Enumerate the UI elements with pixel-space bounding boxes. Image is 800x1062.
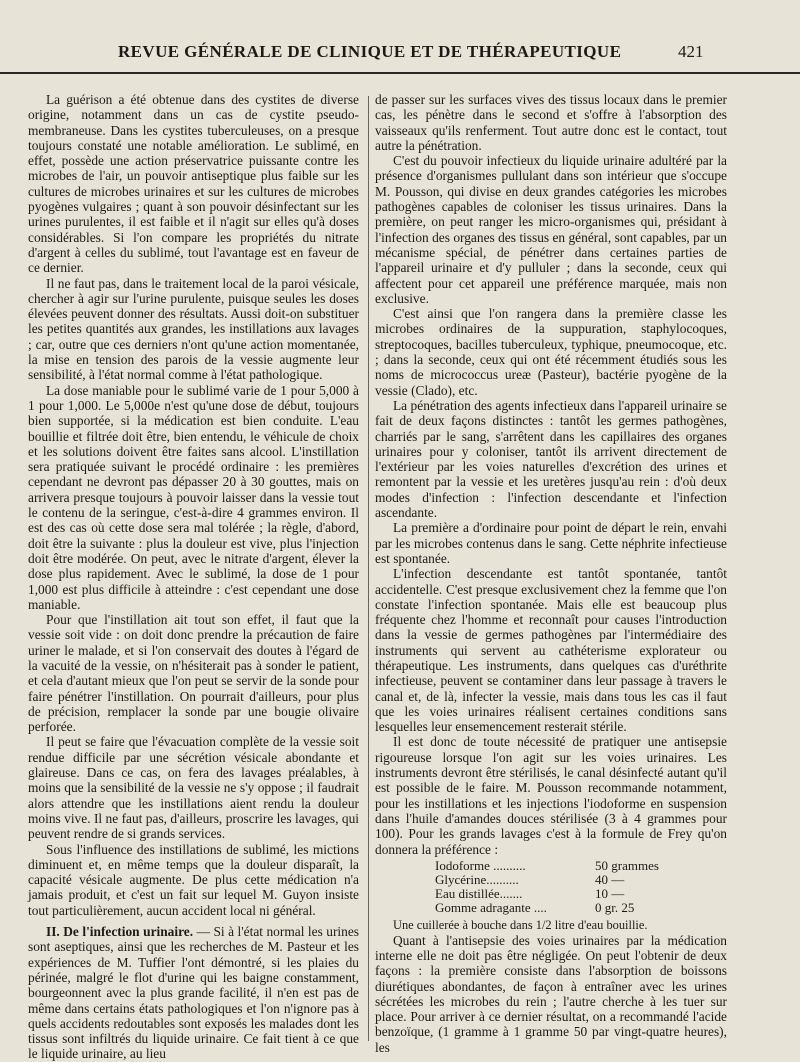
formula-table: [435, 859, 727, 916]
paragraph: de passer sur les surfaces vives des tissus locaux dans le premier cas, les pénètre dans le second et s'offre à l'absorption des vaisseaux qu'ils renferment. Tout autre donc est le contact, tout autre la pénétration.: [375, 92, 727, 153]
right-column: [375, 92, 727, 1055]
ingredient: Eau distillée.......: [435, 886, 523, 902]
paragraph: La dose maniable pour le sublimé varie de 1 pour 5,000 à 1 pour 1,000. Le 5,000e n'est qu'une dose de début, toujours bien supportée, si la médication est bien conduite. L'eau bouillie et filtrée doit être, bien entendu, le véhicule de choix et les solutions doivent être faites sans alcool. L'instillation sera pratiquée suivant le procédé ordinaire : les premières cependant ne devront pas dépasser 20 à 30 gouttes, mais on arrivera presque toujours à pouvoir laisser dans la vessie tout le contenu de la seringue, c'est-à-dire 4 grammes environ. Il est des cas où cette dose sera mal tolérée ; la règle, d'abord, doit être la suivante : plus la douleur est vive, plus l'injection doit être modérée. On peut, avec le nitrate d'argent, élever la dose plus rapidement. Avec le sublimé, la dose de 1 pour 1,000 est plus difficile à atteindre : c'est cependant une dose maniable.: [28, 382, 359, 612]
section-paragraph: [28, 924, 359, 1062]
paragraph: L'infection descendante est tantôt spontanée, tantôt accidentelle. C'est presque exclusivement chez la femme que l'on constate l'infection spontanée. Mais elle est beaucoup plus fréquente chez l'homme et reconnaît pour causes l'introduction dans la vessie de germes pathogènes par l'intermédiaire des instruments qui servent au cathéterisme explorateur ou thérapeutique. Les instruments, dans quelques cas d'uréthrite infectieuse, peuvent se contaminer dans leur passage à travers le canal et, de là, infecter la vessie, mais dans tous les cas il faut que les voies urinaires réalisent certaines conditions sans lesquelles leur ensemencement resterait stérile.: [375, 566, 727, 735]
paragraph: Il est donc de toute nécessité de pratiquer une antisepsie rigoureuse lorsque l'on agit sur les voies urinaires. Les instruments devront être stérilisés, le canal désinfecté autant qu'il est possible de le faire. M. Pousson recommande notamment, pour les instillations et les injections l'iodoforme en suspension dans l'huile d'amandes douces stérilisée (3 à 4 grammes pour 100). Pour les grands lavages c'est à la formule de Frey qu'on donnera la préférence :: [375, 734, 727, 857]
paragraph: La pénétration des agents infectieux dans l'appareil urinaire se fait de deux façons distinctes : tantôt les germes pathogènes, charriés par le sang, s'arrêtent dans les capillaires des organes urinaires pour y coloniser, tantôt ils arrivent directement de l'extérieur par les voies naturelles d'excrétion des urines et remontent par la vessie et les uretères jusqu'au rein : d'où deux modes d'infection : l'infection descendante et l'infection ascendante.: [375, 397, 727, 521]
ingredient: Iodoforme ..........: [435, 857, 526, 873]
paragraph: La guérison a été obtenue dans des cystites de diverse origine, notamment dans un cas de cystite pseudo-membraneuse. Dans les cystites tuberculeuses, on a presque toujours constaté une notable amélioration. Le sublimé, en effet, possède une action préservatrice puissante contre les microbes de l'air, un pouvoir antiseptique plus faible sur les cultures de microbes urinaires et sur les cultures de microbes pyogènes vulgaires ; quant à son pouvoir désinfectant sur les urines purulentes, il est faible et il n'agit sur elles qu'à doses considérables. Si l'on compare les propriétés du nitrate d'argent à celles du sublimé, tout l'avantage est en faveur de ce dernier.: [28, 92, 359, 276]
section-heading: II. De l'infection urinaire.: [46, 924, 194, 940]
page-number: 421: [678, 42, 704, 61]
paragraph: Il peut se faire que l'évacuation complète de la vessie soit rendue difficile par une sécrétion vésicale abondante et glaireuse. Dans ce cas, on fera des lavages préalables, à moins que la sensibilité de la vessie ne s'y oppose ; il faudrait alors attendre que les instillations aient rendu la douleur moins vive. Il ne faut pas, d'ailleurs, proscrire les lavages, qui peuvent rendre de si grands services.: [28, 734, 359, 842]
ingredient: Glycérine..........: [435, 872, 519, 888]
paragraph: C'est du pouvoir infectieux du liquide urinaire adultéré par la présence d'organismes pullulant dans son intérieur que s'occupe M. Pousson, qui divise en deux grandes catégories les microbes pathogènes capables de coloniser les tissus urinaires. Dans la première, on peut ranger les micro-organismes qui, présidant à l'infection des organes des tissus en général, sont capables, par un mécanisme spécial, de pénétrer dans certaines parties de l'appareil urinaire et d'y pulluler ; dans la seconde, ceux qui affectent pour cet appareil une préférence marquée, mais non exclusive.: [375, 153, 727, 306]
journal-title: REVUE GÉNÉRALE DE CLINIQUE ET DE THÉRAPEUTIQUE: [118, 42, 622, 61]
formula-row: [435, 901, 727, 915]
quantity: 40 —: [595, 872, 625, 888]
quantity: 50 grammes: [595, 857, 659, 873]
section-text: — Si à l'état normal les urines sont aseptiques, ainsi que les recherches de M. Pasteur et les expériences de M. Tuffier l'ont démontré, si les plaies du périnée, malgré le flot d'urine qui les baigne constamment, bourgeonnent avec la plus grande facilité, il n'en est pas de même dans certains états pathologiques et l'on n'ignore pas à quels accidents redoutables sont exposés les malades dont les tissus sont infiltrés du liquide urinaire. Ce fait tient à ce que le liquide urinaire, au lieu: [28, 924, 359, 1062]
quantity: 10 —: [595, 886, 625, 902]
formula-row: [435, 873, 727, 887]
left-column: [28, 92, 359, 1062]
quantity: 0 gr. 25: [595, 900, 635, 916]
formula-row: [435, 887, 727, 901]
header-rule: [0, 72, 800, 74]
formula-row: [435, 859, 727, 873]
running-header: [0, 42, 800, 72]
paragraph: Sous l'influence des instillations de sublimé, les mictions diminuent et, en même temps que la douleur disparaît, la capacité vésicale augmente. De plus cette médication n'a jamais produit, et c'est un fait sur lequel M. Guyon insiste tout particulièrement, aucun accident local ni général.: [28, 841, 359, 918]
paragraph: Il ne faut pas, dans le traitement local de la paroi vésicale, chercher à agir sur l'urine purulente, puisque seules les doses élevées peuvent donner des résultats. Aussi doit-on substituer les petites quantités aux grandes, les instillations aux lavages ; car, outre que ces derniers n'ont qu'une action momentanée, la mise en tension des parois de la vessie augmente leur sensibilité, à l'état normal comme à l'état pathologique.: [28, 275, 359, 383]
formula-note: Une cuillerée à bouche dans 1/2 litre d'eau bouillie.: [393, 917, 648, 932]
column-divider: [368, 96, 369, 1041]
paragraph: Pour que l'instillation ait tout son effet, il faut que la vessie soit vide : on doit donc prendre la précaution de faire uriner le malade, et si l'on conservait des doutes à l'égard de la vacuité de la vessie, on n'hésiterait pas à sonder le patient, et cela d'autant mieux que l'on peut se servir de la sonde pour faire pénétrer l'instillation. On pourrait d'ailleurs, pour plus de précision, remplacer la sonde par une bougie olivaire perforée.: [28, 612, 359, 735]
paragraph: C'est ainsi que l'on rangera dans la première classe les microbes ordinaires de la suppuration, staphylocoques, streptocoques, bacilles tuberculeux, typhique, pneumocoque, etc. ; dans la seconde, ceux qui ont été récemment étudiés sous les noms de micrococcus ureæ (Pasteur), bactérie pyogène de la vessie (Clado), etc.: [375, 306, 727, 398]
ingredient: Gomme adragante ....: [435, 900, 547, 916]
paragraph: La première a d'ordinaire pour point de départ le rein, envahi par les microbes contenus dans le sang. Cette néphrite infectieuse est spontanée.: [375, 520, 727, 566]
paragraph: Quant à l'antisepsie des voies urinaires par la médication interne elle ne doit pas être négligée. On peut l'obtenir de deux façons : la première consiste dans l'absorption de boissons diurétiques abondantes, de façon à entraîner avec les urines sécrétées les microbes du rein ; l'autre cherche à les tuer sur place. Pour arriver à ce dernier résultat, on a recommandé l'acide benzoïque, (1 gramme à 1 gramme 50 par vingt-quatre heures), les: [375, 932, 727, 1055]
